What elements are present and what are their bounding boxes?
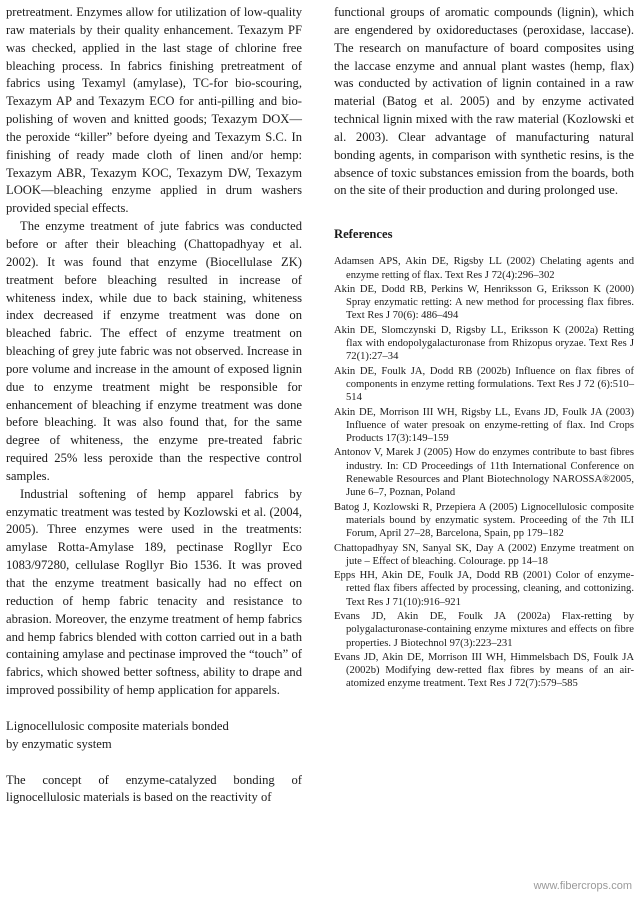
reference-list xyxy=(334,255,634,691)
right-column xyxy=(334,4,634,691)
section-heading-line: Lignocellulosic composite materials bonded xyxy=(6,718,229,733)
reference-item: Chattopadhyay SN, Sanyal SK, Day A (2002) Enzyme treatment on jute – Effect of bleaching. Colourage. pp 14–18 xyxy=(334,542,634,567)
body-paragraph: The concept of enzyme-catalyzed bonding of lignocellulosic materials is based on the reactivity of xyxy=(6,772,302,805)
reference-item: Evans JD, Akin DE, Morrison III WH, Himmelsbach DS, Foulk JA (2002b) Modifying dew-retted flax fibres by means of an air-atomized enzyme treatment. Text Res J 72(7):579–585 xyxy=(334,651,634,690)
watermark: www.fibercrops.com xyxy=(533,880,632,892)
body-paragraph: pretreatment. Enzymes allow for utilization of low-quality raw materials by their quality enhancement. Texazym PF was checked, applied in the last stage of chlorine free bleaching process. In fabrics finishing pretreatment of fabrics using Texamyl (amylase), TC-for bio-scouring, Texazym AP and Texazym ECO for anti-pilling and bio-polishing of woven and knitted goods; Texazym DOX—the peroxide “killer” before dyeing and Texazym S.C. In finishing of ready made cloth of linen and/or hemp: Texazym ABR, Texazym KOC, Texazym DW, Texazym LOOK—bleaching enzyme applied in drum washers provided special effects. xyxy=(6,5,302,216)
reference-item: Epps HH, Akin DE, Foulk JA, Dodd RB (2001) Color of enzyme-retted flax fibers affected by processing, cleaning, and cottonizing. Text Res J 71(10):916–921 xyxy=(334,570,634,608)
reference-item: Akin DE, Dodd RB, Perkins W, Henriksson G, Eriksson K (2000) Spray enzymatic retting: A new method for processing flax fibres. Text Res J 70(6): 486–494 xyxy=(334,283,634,322)
reference-item: Batog J, Kozlowski R, Przepiera A (2005) Lignocellulosic composite materials bound by enzymatic system. Proceeding of the 7th ILI Forum, April 27–28, Barcelona, Spain, pp 179–182 xyxy=(334,501,634,540)
reference-item: Adamsen APS, Akin DE, Rigsby LL (2002) Chelating agents and enzyme retting of flax. Text Res J 72(4):296–302 xyxy=(334,256,634,281)
section-heading-line: by enzymatic system xyxy=(6,736,112,751)
body-paragraph: Industrial softening of hemp apparel fabrics by enzymatic treatment was tested by Kozlowski et al. (2004, 2005). Three enzymes were used in the treatments: amylase Rotta-Amylase 189, pectinase Rogllyr Eco 1083/97280, cellulase Rogllyr Bio 1536. It was proved that the enzyme treatment basically had no effect on reduction of hemp fabric tenacity and resistance to abrasion. Moreover, the enzyme treatment of hemp fabrics and hemp fabrics blended with cotton carried out in a bath containing amylase and pectinase improved the “touch” of fabrics, which showed better softness, ability to drape and improved possibility of hemp application for apparels. xyxy=(6,486,302,698)
references-heading: References xyxy=(334,227,393,242)
body-paragraph: The enzyme treatment of jute fabrics was conducted before or after their bleaching (Chattopadhyay et al. 2002). It was found that enzyme (Biocellulase ZK) treatment before bleaching resulted in increase of whiteness index, while due to back staining, whiteness index decreased if enzyme treatment was done on bleached fabric. The effect of enzyme treatment on bleaching of grey jute fabric was not observed. Increase in pore volume and increase in the amount of exposed lignin due to enzyme treatment might be responsible for enhancement of bleaching if enzyme treatment was done before bleaching. It was also found that, for the same degree of whiteness, the enzyme pre-treated fabric required 25% less peroxide than the respective control samples. xyxy=(6,219,302,483)
body-paragraph: functional groups of aromatic compounds (lignin), which are engendered by oxidoreductases (peroxidase, laccase). The research on manufacture of board composites using the laccase enzyme and annual plant wastes (hemp, flax) was conducted by activation of lignin contained in a raw material (Batog et al. 2005) and by enzyme activated technical lignin mixed with the raw material (Kozlowski et al. 2003). Clear advantage of manufacturing natural bonding agents, in comparison with synthetic resins, is the absence of toxic substances emission from the boards, both on the site of their production and during prolonged use. xyxy=(334,5,634,198)
reference-item: Akin DE, Slomczynski D, Rigsby LL, Eriksson K (2002a) Retting flax with endopolygalacturonase from Rhizopus oryzae. Text Res J 72(1):27–34 xyxy=(334,324,634,363)
reference-item: Antonov V, Marek J (2005) How do enzymes contribute to bast fibres industry. In: CD Proceedings of 11th International Conference on Renewable Resources and Plant Biotechnology NAROSSA®2005, June 6–7, Poznan, Poland xyxy=(334,447,634,499)
reference-item: Akin DE, Foulk JA, Dodd RB (2002b) Influence on flax fibres of components in enzyme retting formulations. Text Res J 72 (6):510–514 xyxy=(334,365,634,404)
reference-item: Evans JD, Akin DE, Foulk JA (2002a) Flax-retting by polygalacturonase-containing enzyme mixtures and effects on fibre properties. J Biotechnol 97(3):223–231 xyxy=(334,611,634,649)
reference-item: Akin DE, Morrison III WH, Rigsby LL, Evans JD, Foulk JA (2003) Influence of water presoak on enzyme-retting of flax. Ind Crops Products 17(3):149–159 xyxy=(334,406,634,445)
left-column xyxy=(6,4,302,807)
